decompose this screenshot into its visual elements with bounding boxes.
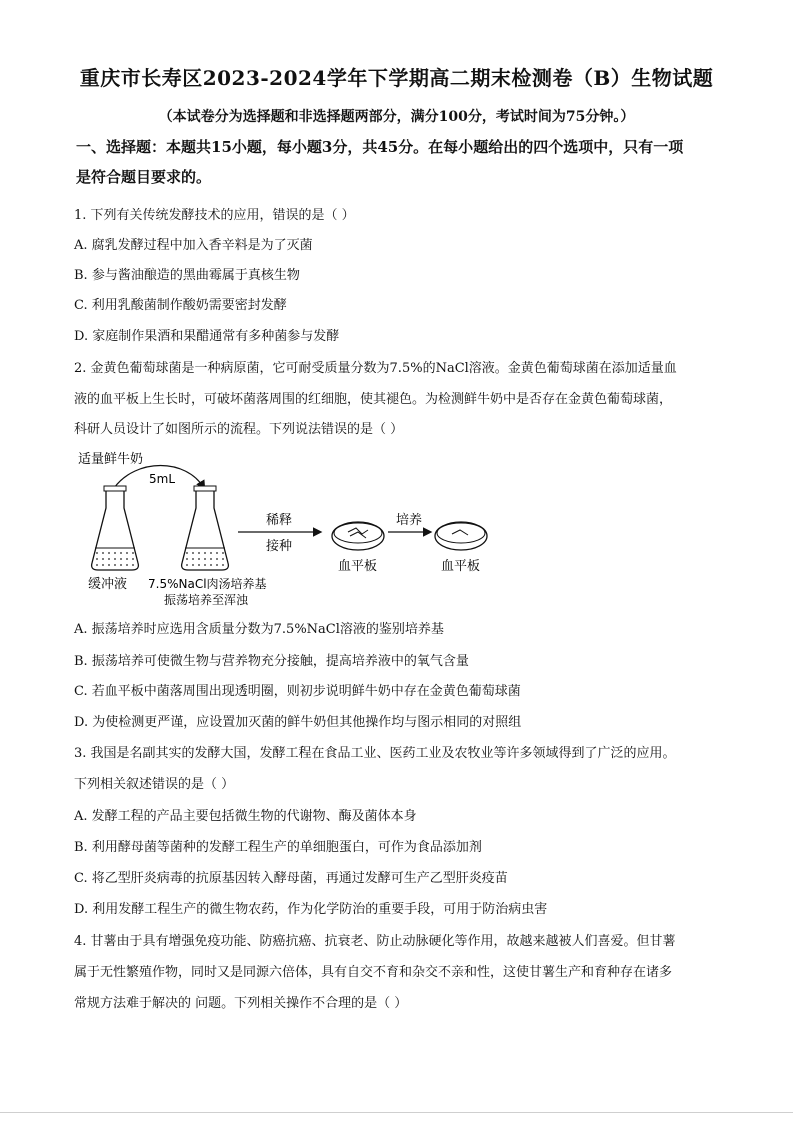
question-3-option-b: B. 利用酵母菌等菌种的发酵工程生产的单细胞蛋白，可作为食品添加剂 (74, 840, 482, 855)
experiment-flow-diagram (76, 448, 496, 608)
page-bottom-divider (0, 1112, 793, 1113)
inoculate-label: 接种 (266, 539, 293, 554)
plate-1-label: 血平板 (338, 559, 378, 574)
question-2-option-d: D. 为使检测更严谨，应设置加灭菌的鲜牛奶但其他操作均与图示相同的对照组 (74, 715, 522, 730)
section-heading-line-1: 一、选择题：本题共15小题，每小题3分，共45分。在每小题给出的四个选项中，只有一项 (76, 138, 684, 156)
dilute-label: 稀释 (266, 513, 293, 528)
buffer-flask (92, 486, 139, 570)
culture-label: 培养 (396, 513, 423, 528)
question-1-option-c: C. 利用乳酸菌制作酸奶需要密封发酵 (74, 298, 287, 313)
volume-label: 5mL (149, 472, 176, 486)
question-1-option-a: A. 腐乳发酵过程中加入香辛料是为了灭菌 (74, 238, 313, 253)
question-3-option-a: A. 发酵工程的产品主要包括微生物的代谢物、酶及菌体本身 (74, 809, 417, 824)
blood-plate-2 (435, 522, 487, 550)
question-4-stem-line-2: 属于无性繁殖作物，同时又是同源六倍体，具有自交不育和杂交不亲和性，这使甘薯生产和育种存在诸多 (74, 965, 673, 980)
question-3-option-c: C. 将乙型肝炎病毒的抗原基因转入酵母菌，再通过发酵可生产乙型肝炎疫苗 (74, 871, 508, 886)
broth-label: 7.5%NaCl肉汤培养基 (148, 577, 267, 591)
milk-label: 适量鲜牛奶 (78, 452, 144, 467)
exam-note: （本试卷分为选择题和非选择题两部分，满分100分，考试时间为75分钟。） (158, 109, 635, 125)
page-title: 重庆市长寿区2023-2024学年下学期高二期末检测卷（B）生物试题 (79, 66, 714, 90)
blood-plate-1 (332, 522, 384, 550)
shake-label: 振荡培养至浑浊 (164, 593, 249, 607)
question-3-stem-line-2: 下列相关叙述错误的是（ ） (74, 777, 235, 792)
plate-2-label: 血平板 (441, 559, 481, 574)
question-3-stem-line-1: 3. 我国是名副其实的发酵大国，发酵工程在食品工业、医药工业及农牧业等许多领域得到了广泛的应用。 (74, 746, 676, 761)
question-2-option-a: A. 振荡培养时应选用含质量分数为7.5%NaCl溶液的鉴别培养基 (74, 622, 444, 637)
question-2-option-b: B. 振荡培养可使微生物与营养物充分接触，提高培养液中的氧气含量 (74, 654, 469, 669)
buffer-label: 缓冲液 (88, 577, 128, 592)
question-1-option-d: D. 家庭制作果酒和果醋通常有多种菌参与发酵 (74, 329, 340, 344)
question-2-stem-line-3: 科研人员设计了如图所示的流程。下列说法错误的是（ ） (74, 422, 404, 437)
question-1-stem: 1. 下列有关传统发酵技术的应用，错误的是（ ） (74, 208, 355, 223)
broth-flask (182, 486, 229, 570)
section-heading (76, 132, 726, 192)
question-4-stem-line-3: 常规方法难于解决的 问题。下列相关操作不合理的是（ ） (74, 996, 408, 1011)
question-1-option-b: B. 参与酱油酿造的黑曲霉属于真核生物 (74, 268, 300, 283)
question-2-stem-line-2: 液的血平板上生长时，可破坏菌落周围的红细胞，使其褪色。为检测鲜牛奶中是否存在金黄色葡萄球菌， (74, 392, 673, 407)
question-4-stem-line-1: 4. 甘薯由于具有增强免疫功能、防癌抗癌、抗衰老、防止动脉硬化等作用，故越来越被人们喜爱。但甘薯 (74, 934, 676, 949)
section-heading-line-2: 是符合题目要求的。 (76, 168, 212, 186)
question-3-option-d: D. 利用发酵工程生产的微生物农药，作为化学防治的重要手段，可用于防治病虫害 (74, 902, 548, 917)
question-2-option-c: C. 若血平板中菌落周围出现透明圈，则初步说明鲜牛奶中存在金黄色葡萄球菌 (74, 684, 521, 699)
question-2-stem-line-1: 2. 金黄色葡萄球菌是一种病原菌，它可耐受质量分数为7.5%的NaCl溶液。金黄色葡萄球菌在添加适量血 (74, 361, 677, 376)
